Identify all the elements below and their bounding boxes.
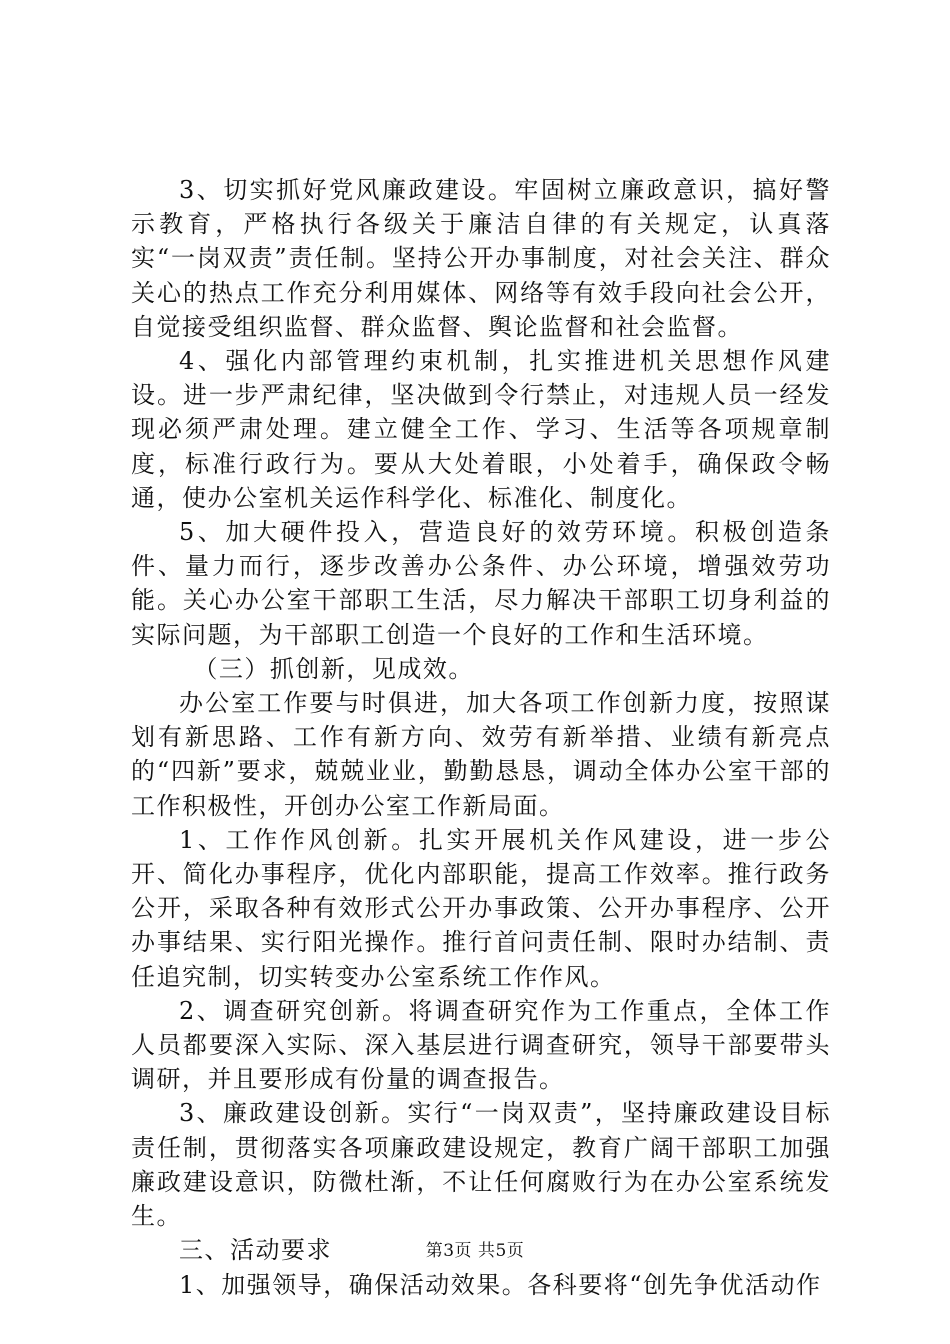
- paragraph-internal-management: 4、强化内部管理约束机制，扎实推进机关思想作风建设。进一步严肃纪律，坚决做到令行禁止，对违规人员一经发现必须严肃处理。建立健全工作、学习、生活等各项规章制度，标准行政行为。要从大处着眼，小处着手，确保政令畅通，使办公室机关运作科学化、标准化、制度化。: [131, 347, 831, 512]
- document-body: [131, 173, 831, 1302]
- paragraph-hardware-investment: 5、加大硬件投入，营造良好的效劳环境。积极创造条件、量力而行，逐步改善办公条件、办公环境，增强效劳功能。关心办公室干部职工生活，尽力解决干部职工切身利益的实际问题，为干部职工创造一个良好的工作和生活环境。: [131, 518, 831, 649]
- page-number-footer: 第3页 共5页: [425, 1241, 525, 1261]
- paragraph-strengthen-leadership: 1、加强领导，确保活动效果。各科要将“创先争优活动作: [179, 1270, 822, 1299]
- section-heading-requirements: 三、活动要求: [179, 1236, 332, 1265]
- paragraph-research-innovation: 2、调查研究创新。将调查研究作为工作重点，全体工作人员都要深入实际、深入基层进行调查研究，领导干部要带头调研，并且要形成有份量的调查报告。: [131, 996, 831, 1094]
- section-heading-innovation: （三）抓创新，见成效。: [193, 654, 474, 683]
- paragraph-work-style-innovation: 1、工作作风创新。扎实开展机关作风建设，进一步公开、简化办事程序，优化内部职能，提高工作效率。推行政务公开，采取各种有效形式公开办事政策、公开办事程序、公开办事结果、实行阳光操作。推行首问责任制、限时办结制、责任追究制，切实转变办公室系统工作作风。: [131, 825, 831, 991]
- paragraph-innovation-intro: 办公室工作要与时俱进，加大各项工作创新力度，按照谋划有新思路、工作有新方向、效劳有新举措、业绩有新亮点的“四新”要求，兢兢业业，勤勤恳恳，调动全体办公室干部的工作积极性，开创办公室工作新局面。: [131, 689, 831, 820]
- paragraph-integrity-innovation: 3、廉政建设创新。实行“一岗双责”，坚持廉政建设目标责任制，贯彻落实各项廉政建设规定，教育广阔干部职工加强廉政建设意识，防微杜渐，不让任何腐败行为在办公室系统发生。: [131, 1099, 831, 1231]
- paragraph-party-integrity: 3、切实抓好党风廉政建设。牢固树立廉政意识，搞好警示教育，严格执行各级关于廉洁自律的有关规定，认真落实“一岗双责”责任制。坚持公开办事制度，对社会关注、群众关心的热点工作充分利用媒体、网络等有效手段向社会公开，自觉接受组织监督、群众监督、舆论监督和社会监督。: [131, 176, 831, 341]
